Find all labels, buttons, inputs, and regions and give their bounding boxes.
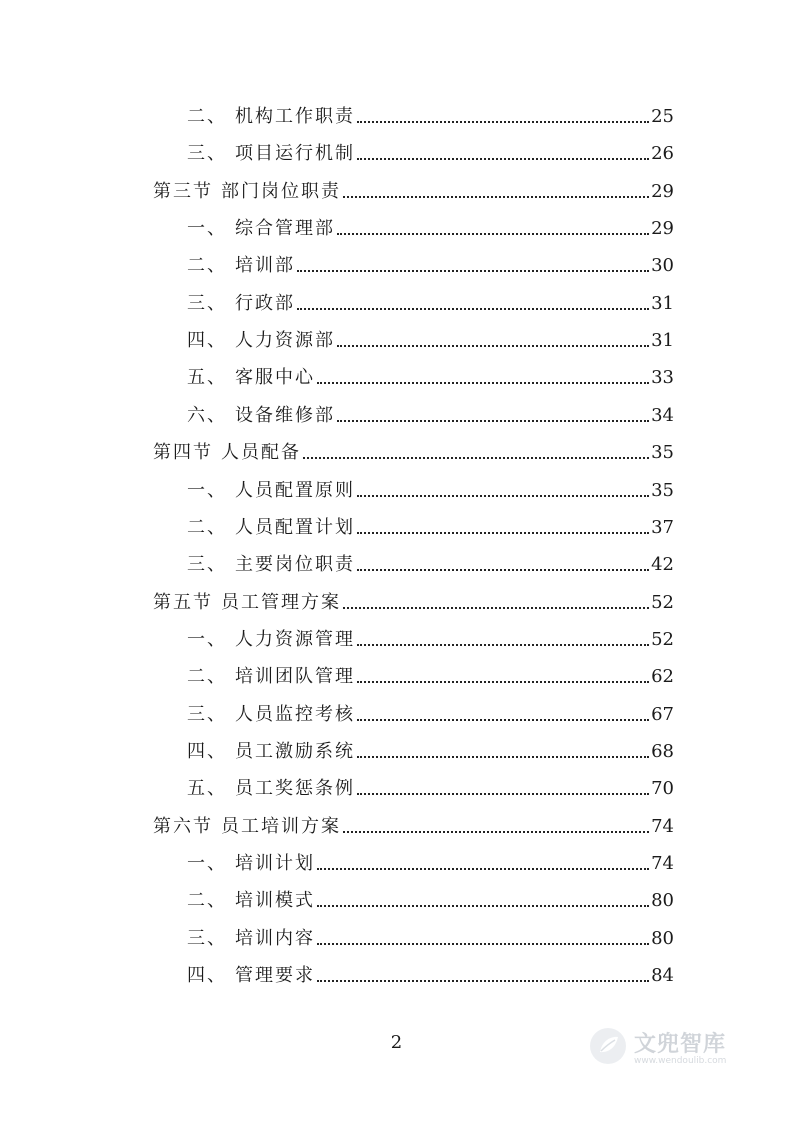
toc-dot-leader	[337, 345, 649, 347]
toc-entry[interactable]	[187, 735, 674, 763]
toc-entry[interactable]	[187, 249, 674, 277]
toc-dot-leader	[357, 644, 649, 646]
toc-entry-page: 42	[651, 554, 674, 576]
toc-entry-title: 人员配置计划	[235, 516, 355, 538]
toc-entry[interactable]	[187, 660, 674, 688]
toc-entry-number: 二、	[187, 890, 227, 912]
toc-entry-page: 33	[651, 367, 674, 389]
toc-entry-page: 34	[651, 404, 674, 426]
toc-entry-number: 六、	[187, 404, 227, 426]
toc-entry-page: 74	[651, 815, 674, 837]
toc-entry-page: 80	[651, 890, 674, 912]
toc-entry-page: 52	[651, 591, 674, 613]
toc-dot-leader	[343, 831, 649, 833]
toc-entry-title: 主要岗位职责	[235, 554, 355, 576]
toc-entry-number: 四、	[187, 965, 227, 987]
toc-entry-title: 设备维修部	[235, 404, 335, 426]
toc-entry-title: 管理要求	[235, 965, 315, 987]
toc-entry-title: 人员配置原则	[235, 479, 355, 501]
toc-entry-title: 培训团队管理	[235, 666, 355, 688]
toc-entry[interactable]	[187, 212, 674, 240]
toc-entry-title: 人员监控考核	[235, 703, 355, 725]
toc-entry-number: 三、	[187, 292, 227, 314]
toc-dot-leader	[337, 420, 649, 422]
toc-dot-leader	[357, 121, 649, 123]
toc-entry-title: 机构工作职责	[235, 106, 355, 127]
toc-entry-page: 37	[651, 516, 674, 538]
toc-entry[interactable]	[187, 922, 674, 950]
toc-entry[interactable]	[153, 810, 674, 838]
toc-entry-number: 二、	[187, 666, 227, 688]
toc-entry-title: 人力资源部	[235, 330, 335, 352]
toc-dot-leader	[317, 868, 649, 870]
page-number: 2	[390, 1032, 403, 1053]
toc-entry-page: 35	[651, 442, 674, 464]
toc-entry-number: 第三节	[153, 180, 213, 202]
toc-entry-page: 80	[651, 927, 674, 949]
toc-dot-leader	[303, 457, 649, 459]
toc-entry-title: 员工激励系统	[235, 740, 355, 762]
watermark-url: www.wendoulib.com	[634, 1055, 727, 1066]
toc-entry[interactable]	[153, 175, 674, 203]
toc-entry[interactable]	[187, 399, 674, 427]
toc-entry-title: 培训内容	[235, 927, 315, 949]
watermark	[588, 1020, 763, 1072]
toc-entry-title: 人员配备	[221, 442, 301, 464]
toc-entry-number: 第六节	[153, 815, 213, 837]
toc-dot-leader	[357, 719, 649, 721]
toc-entry[interactable]	[187, 361, 674, 389]
toc-entry-page: 52	[651, 628, 674, 650]
toc-entry-page: 29	[651, 218, 674, 240]
toc-entry[interactable]	[187, 847, 674, 875]
toc-entry-number: 五、	[187, 367, 227, 389]
toc-entry[interactable]	[187, 548, 674, 576]
toc-entry-number: 三、	[187, 927, 227, 949]
toc-entry[interactable]	[153, 436, 674, 464]
toc-entry-page: 70	[651, 778, 674, 800]
toc-dot-leader	[337, 233, 649, 235]
toc-entry-page: 67	[651, 703, 674, 725]
toc-dot-leader	[357, 532, 649, 534]
toc-entry-number: 三、	[187, 143, 227, 165]
toc-entry-page: 35	[651, 479, 674, 501]
toc-entry[interactable]	[187, 511, 674, 539]
toc-entry-page: 31	[651, 292, 674, 314]
toc-entry-page: 29	[651, 180, 674, 202]
toc-entry-number: 二、	[187, 255, 227, 277]
toc-entry-title: 员工培训方案	[221, 815, 341, 837]
toc-dot-leader	[317, 980, 649, 982]
toc-entry[interactable]	[187, 474, 674, 502]
toc-entry-number: 四、	[187, 740, 227, 762]
toc-dot-leader	[343, 196, 649, 198]
toc-entry-number: 一、	[187, 628, 227, 650]
toc-entry[interactable]	[153, 586, 674, 614]
toc-dot-leader	[357, 158, 649, 160]
toc-dot-leader	[357, 756, 649, 758]
toc-entry-title: 人力资源管理	[235, 628, 355, 650]
toc-dot-leader	[357, 793, 649, 795]
toc-entry-title: 部门岗位职责	[221, 180, 341, 202]
toc-dot-leader	[357, 681, 649, 683]
toc-entry-title: 培训部	[235, 255, 295, 277]
toc-entry[interactable]	[187, 137, 674, 165]
toc-dot-leader	[317, 382, 649, 384]
toc-entry[interactable]	[187, 287, 674, 315]
toc-entry[interactable]	[187, 698, 674, 726]
toc-entry-title: 培训计划	[235, 853, 315, 874]
toc-entry-number: 第五节	[153, 591, 213, 613]
toc-entry-title: 培训模式	[235, 890, 315, 912]
toc-entry-number: 四、	[187, 330, 227, 352]
toc-dot-leader	[317, 905, 649, 907]
toc-entry-number: 二、	[187, 106, 227, 127]
toc-entry[interactable]	[187, 884, 674, 912]
toc-entry-page: 84	[651, 965, 674, 987]
toc-entry-number: 一、	[187, 479, 227, 501]
watermark-name: 文兜智库	[634, 1031, 727, 1057]
toc-entry-number: 一、	[187, 218, 227, 240]
toc-dot-leader	[343, 607, 649, 609]
toc-entry-title: 综合管理部	[235, 218, 335, 240]
toc-entry-number: 一、	[187, 853, 227, 874]
toc-entry-page: 68	[651, 740, 674, 762]
toc-entry-page: 30	[651, 255, 674, 277]
toc-dot-leader	[317, 943, 649, 945]
toc-entry[interactable]	[187, 100, 674, 128]
toc-entry-number: 二、	[187, 516, 227, 538]
toc-entry-title: 客服中心	[235, 367, 315, 389]
toc-entry-page: 25	[651, 106, 674, 127]
toc-entry-page: 62	[651, 666, 674, 688]
toc-entry-title: 行政部	[235, 292, 295, 314]
leaf-logo-icon	[588, 1026, 628, 1066]
toc-entry-number: 三、	[187, 703, 227, 725]
toc-dot-leader	[297, 270, 649, 272]
toc-entry-title: 员工奖惩条例	[235, 778, 355, 800]
toc-entry-title: 项目运行机制	[235, 143, 355, 165]
toc-entry[interactable]	[187, 959, 674, 987]
toc-entry-page: 26	[651, 143, 674, 165]
toc-entry-page: 31	[651, 330, 674, 352]
toc-entry-number: 五、	[187, 778, 227, 800]
toc-dot-leader	[357, 569, 649, 571]
toc-entry[interactable]	[187, 623, 674, 651]
toc-entry-number: 三、	[187, 554, 227, 576]
toc-entry-number: 第四节	[153, 442, 213, 464]
toc-entry-title: 员工管理方案	[221, 591, 341, 613]
toc-entry[interactable]	[187, 772, 674, 800]
toc-entry-page: 74	[651, 853, 674, 874]
toc-dot-leader	[357, 495, 649, 497]
toc-dot-leader	[297, 308, 649, 310]
toc-entry[interactable]	[187, 324, 674, 352]
